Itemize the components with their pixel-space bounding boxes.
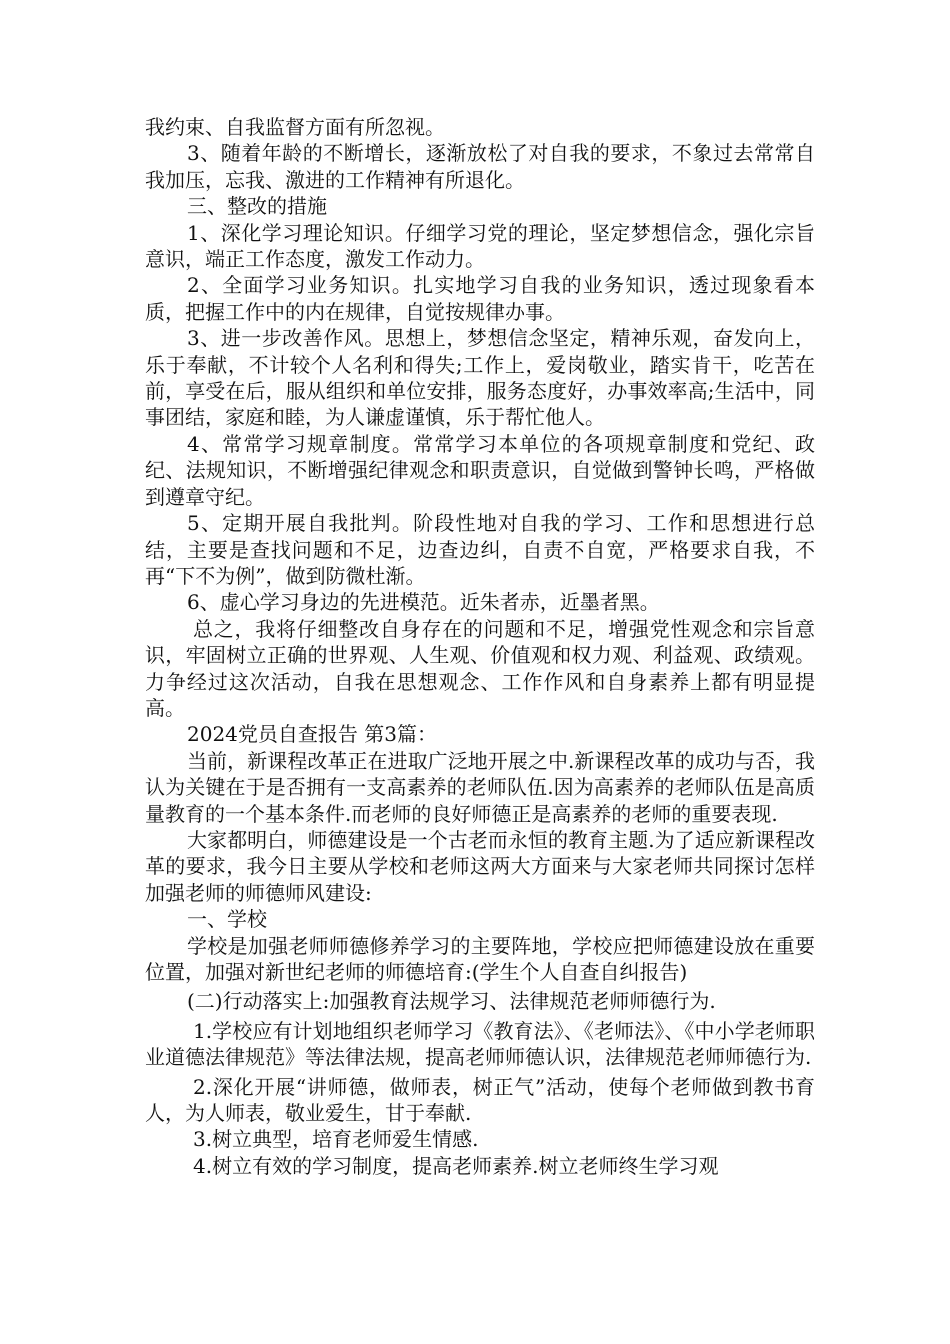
paragraph: 2.深化开展“讲师德，做师表，树正气”活动，使每个老师做到教书育人，为人师表，敬业爱生，甘于奉献. — [145, 1074, 815, 1126]
paragraph: 3、进一步改善作风。思想上，梦想信念坚定，精神乐观，奋发向上，乐于奉献，不计较个人名利和得失;工作上，爱岗敬业，踏实肯干，吃苦在前，享受在后，服从组织和单位安排，服务态度好，办事效率高;生活中，同事团结，家庭和睦，为人谦虚谨慎，乐于帮忙他人。 — [145, 326, 815, 430]
paragraph: 4、常常学习规章制度。常常学习本单位的各项规章制度和党纪、政纪、法规知识，不断增强纪律观念和职责意识，自觉做到警钟长鸣，严格做到遵章守纪。 — [145, 431, 815, 509]
paragraph: 总之，我将仔细整改自身存在的问题和不足，增强党性观念和宗旨意识，牢固树立正确的世界观、人生观、价值观和权力观、利益观、政绩观。力争经过这次活动，自我在思想观念、工作作风和自身素养上都有明显提高。 — [145, 616, 815, 720]
paragraph: 6、虚心学习身边的先进模范。近朱者赤，近墨者黑。 — [187, 590, 660, 615]
paragraph: (二)行动落实上:加强教育法规学习、法律规范老师师德行为. — [187, 989, 716, 1014]
paragraph: 3、随着年龄的不断增长，逐渐放松了对自我的要求，不象过去常常自我加压，忘我、激进的工作精神有所退化。 — [145, 141, 815, 192]
paragraph: 5、定期开展自我批判。阶段性地对自我的学习、工作和思想进行总结，主要是查找问题和不足，边查边纠，自责不自宽，严格要求自我，不再“下不为例”，做到防微杜渐。 — [145, 511, 815, 588]
paragraph: 2、全面学习业务知识。扎实地学习自我的业务知识，透过现象看本质，把握工作中的内在规律，自觉按规律办事。 — [145, 273, 815, 324]
paragraph: 大家都明白，师德建设是一个古老而永恒的教育主题.为了适应新课程改革的要求，我今日主要从学校和老师这两大方面来与大家老师共同探讨怎样加强老师的师德师风建设: — [145, 827, 815, 905]
section-heading: 一、学校 — [187, 907, 267, 932]
paragraph: 4.树立有效的学习制度，提高老师素养.树立老师终生学习观 — [193, 1153, 719, 1178]
document-page — [145, 114, 815, 1179]
section-heading: 2024党员自查报告 第3篇： — [187, 722, 437, 747]
paragraph: 1.学校应有计划地组织老师学习《教育法》、《老师法》、《中小学老师职业道德法律规范》等法律法规，提高老师师德认识，法律规范老师师德行为. — [145, 1018, 815, 1070]
paragraph: 1、深化学习理论知识。仔细学习党的理论，坚定梦想信念，强化宗旨意识，端正工作态度，激发工作动力。 — [145, 220, 815, 272]
paragraph: 学校是加强老师师德修养学习的主要阵地，学校应把师德建设放在重要位置，加强对新世纪老师的师德培育:(学生个人自查自纠报告) — [145, 933, 815, 984]
paragraph: 当前，新课程改革正在进取广泛地开展之中.新课程改革的成功与否，我认为关键在于是否拥有一支高素养的老师队伍.因为高素养的老师队伍是高质量教育的一个基本条件.而老师的良好师德正是高素养的老师的重要表现. — [145, 748, 815, 826]
paragraph: 3.树立典型，培育老师爱生情感. — [193, 1127, 479, 1152]
section-heading: 三、整改的措施 — [187, 194, 327, 219]
paragraph: 我约束、自我监督方面有所忽视。 — [145, 115, 445, 139]
